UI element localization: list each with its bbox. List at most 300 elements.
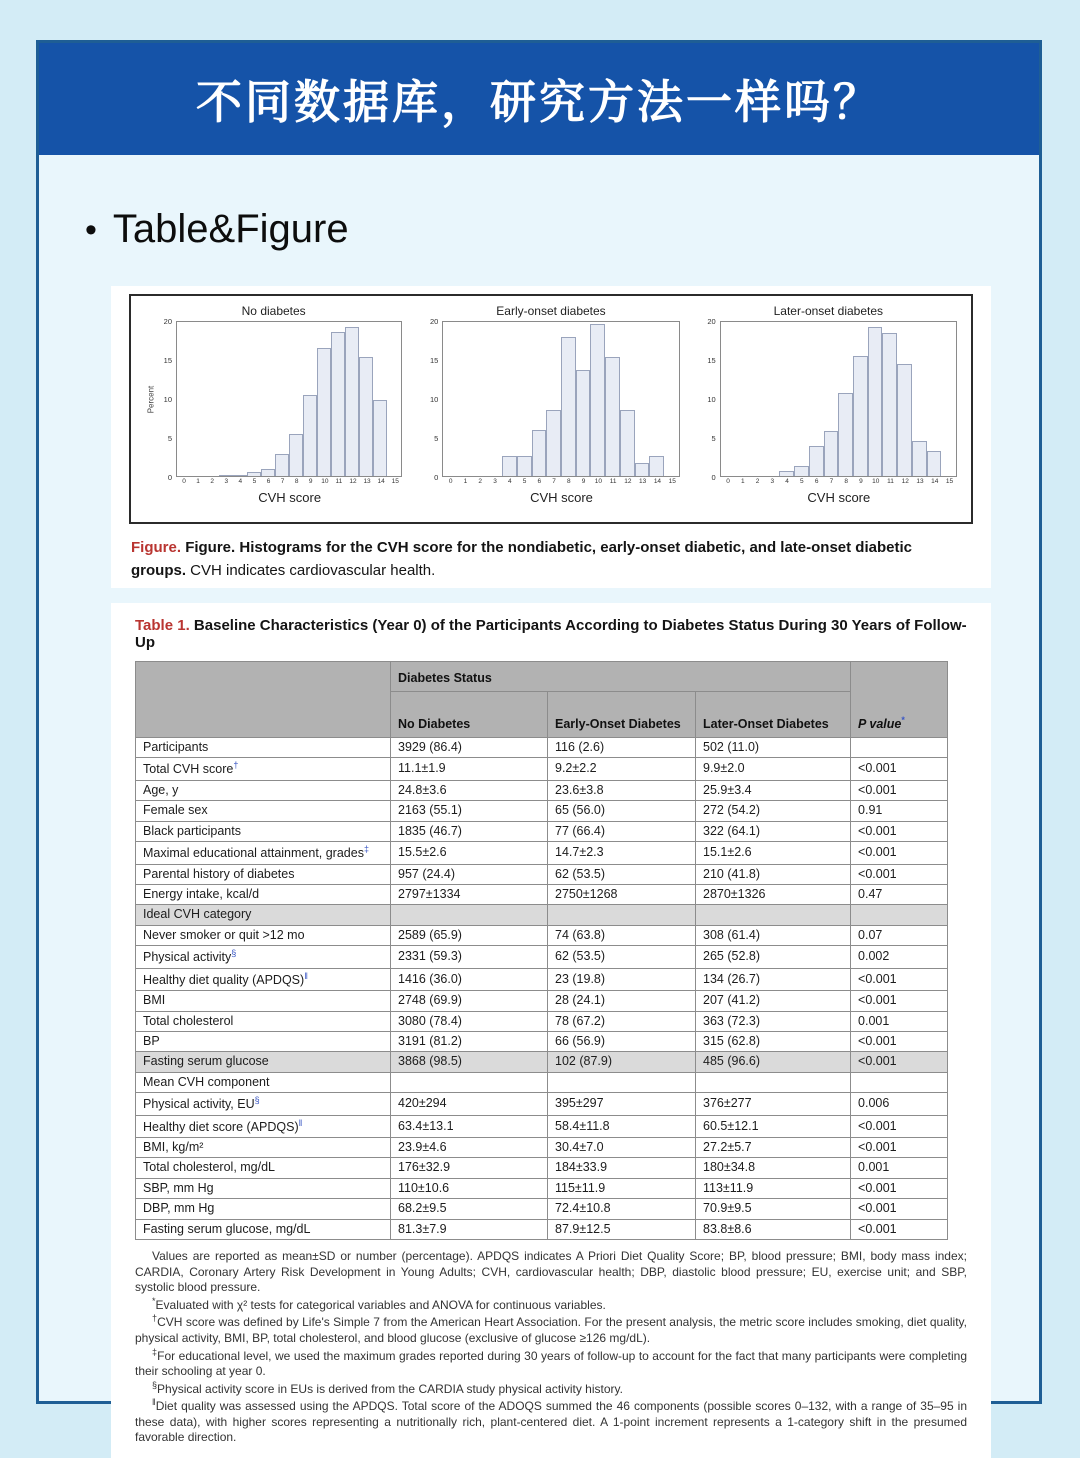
histogram-bar (605, 357, 620, 476)
cell-pvalue: 0.91 (851, 801, 948, 821)
cell-value: 134 (26.7) (696, 968, 851, 991)
row-label: Never smoker or quit >12 mo (136, 925, 391, 945)
cell-value: 176±32.9 (391, 1158, 548, 1178)
x-tick-label: 7 (829, 478, 834, 485)
header-empty-cell (136, 662, 391, 738)
x-tick-label: 7 (552, 478, 556, 485)
row-label: Total cholesterol (136, 1011, 391, 1031)
cell-value: 113±11.9 (696, 1178, 851, 1198)
x-tick-label: 8 (294, 478, 299, 485)
histogram-3 (690, 298, 967, 520)
cell-value (696, 1072, 851, 1092)
cell-value: 184±33.9 (548, 1158, 696, 1178)
cell-value: 210 (41.8) (696, 864, 851, 884)
row-label: Parental history of diabetes (136, 864, 391, 884)
row-footnote-mark: § (231, 948, 237, 959)
row-label: BP (136, 1031, 391, 1051)
histogram-bar (219, 475, 233, 476)
histogram-bar (345, 327, 359, 476)
x-tick-label: 4 (785, 478, 789, 485)
table-row (136, 1031, 948, 1051)
histogram-bar (317, 348, 331, 476)
table-row (136, 968, 948, 991)
cell-pvalue: 0.47 (851, 884, 948, 904)
table-row (136, 1219, 948, 1239)
cell-value: 78 (67.2) (548, 1011, 696, 1031)
x-axis-ticks (177, 478, 402, 489)
cell-pvalue: <0.001 (851, 821, 948, 841)
x-tick-label: 14 (931, 478, 939, 485)
histogram-bar (794, 466, 809, 476)
row-label: Female sex (136, 801, 391, 821)
row-label: Mean CVH component (136, 1072, 391, 1092)
histogram-bar (882, 333, 897, 476)
cell-value (548, 1072, 696, 1092)
histogram-bar (912, 441, 927, 476)
y-tick-label: 20 (163, 316, 172, 326)
cell-value: 102 (87.9) (548, 1052, 696, 1072)
cell-value: 363 (72.3) (696, 1011, 851, 1031)
table-row (136, 758, 948, 781)
y-tick-label: 15 (429, 355, 439, 365)
cell-value: 2748 (69.9) (391, 991, 548, 1011)
cell-pvalue: <0.001 (851, 1219, 948, 1239)
row-label: Ideal CVH category (136, 905, 391, 925)
cell-value: 322 (64.1) (696, 821, 851, 841)
x-tick-label: 3 (224, 478, 229, 485)
y-tick-label: 20 (429, 316, 439, 326)
cell-pvalue: <0.001 (851, 1052, 948, 1072)
x-tick-label: 9 (581, 478, 586, 485)
histogram-bar (897, 364, 912, 476)
table-row (136, 780, 948, 800)
table-row (136, 884, 948, 904)
cell-pvalue: <0.001 (851, 864, 948, 884)
cell-pvalue: 0.006 (851, 1093, 948, 1116)
cell-value: 376±277 (696, 1093, 851, 1116)
cell-value: 3191 (81.2) (391, 1031, 548, 1051)
y-tick-label: 5 (711, 433, 716, 443)
figure-caption (131, 537, 971, 582)
table-row (136, 1052, 948, 1072)
x-axis-title: CVH score (807, 490, 871, 505)
x-axis-title: CVH score (258, 490, 322, 505)
cell-value: 395±297 (548, 1093, 696, 1116)
cell-value: 115±11.9 (548, 1178, 696, 1198)
table-row (136, 1199, 948, 1219)
cell-value: 2163 (55.1) (391, 801, 548, 821)
y-axis (422, 316, 442, 482)
x-axis-ticks (443, 478, 679, 489)
footnote: ‡For educational level, we used the maximum grades reported during 30 years of follow-up to account for the fact that many participants were completing their schooling at year 0. (135, 1346, 967, 1379)
cell-value: 9.2±2.2 (548, 758, 696, 781)
x-tick-label: 12 (349, 478, 357, 485)
row-label: Total CVH score† (136, 758, 391, 781)
histogram-bar (373, 400, 387, 476)
histogram-bar (853, 356, 868, 476)
histogram-1 (135, 298, 412, 520)
chart-title: No diabetes (241, 304, 306, 318)
x-tick-label: 13 (916, 478, 924, 485)
row-label: Total cholesterol, mg/dL (136, 1158, 391, 1178)
histogram-bar (561, 337, 576, 476)
cell-value: 24.8±3.6 (391, 780, 548, 800)
cell-value (548, 905, 696, 925)
x-tick-label: 13 (639, 478, 647, 485)
cell-value (391, 905, 548, 925)
y-axis-label (145, 321, 156, 477)
row-label: SBP, mm Hg (136, 1178, 391, 1198)
x-tick-label: 1 (463, 478, 468, 485)
table-row (136, 1158, 948, 1178)
slide (36, 40, 1042, 1445)
cell-value: 14.7±2.3 (548, 842, 696, 865)
cell-value: 502 (11.0) (696, 738, 851, 758)
cell-value: 15.1±2.6 (696, 842, 851, 865)
row-label: Black participants (136, 821, 391, 841)
x-tick-label: 12 (624, 478, 632, 485)
table-row (136, 1093, 948, 1116)
y-tick-label: 15 (163, 355, 172, 365)
x-tick-label: 15 (668, 478, 676, 485)
x-tick-label: 5 (522, 478, 527, 485)
figure-caption-rest: CVH indicates cardiovascular health. (190, 561, 436, 579)
x-tick-label: 0 (182, 478, 186, 485)
header-row-group (136, 662, 948, 692)
footnote: ‖Diet quality was assessed using the APDQS. Total score of the ADOQS summed the 46 components (possible scores 0–132, with a range of 35–95 in these data), with higher scores representing a nutritionally rich, plant-centered diet. A 1-point increment represents a 1-category shift in the presumed favorable direction. (135, 1397, 967, 1445)
page-title: 不同数据库，研究方法一样吗？ (196, 76, 882, 128)
histogram-bar (233, 475, 247, 476)
cell-pvalue (851, 738, 948, 758)
cell-value: 58.4±11.8 (548, 1115, 696, 1138)
header-pvalue (851, 662, 948, 738)
histogram-bar (824, 431, 839, 476)
x-tick-label: 6 (814, 478, 819, 485)
table-row (136, 842, 948, 865)
x-tick-label: 6 (266, 478, 271, 485)
figure-caption-label: Figure. (131, 539, 182, 556)
histogram-bar (649, 456, 664, 476)
x-tick-label: 5 (252, 478, 257, 485)
cell-value: 272 (54.2) (696, 801, 851, 821)
cell-value: 180±34.8 (696, 1158, 851, 1178)
histogram-bar (635, 463, 650, 476)
cell-pvalue: <0.001 (851, 1178, 948, 1198)
baseline-table (135, 661, 948, 1240)
table-section-row (136, 905, 948, 925)
table-row (136, 864, 948, 884)
cell-value: 70.9±9.5 (696, 1199, 851, 1219)
y-tick-label: 0 (711, 472, 716, 482)
cell-value: 3080 (78.4) (391, 1011, 548, 1031)
x-tick-label: 14 (653, 478, 662, 485)
cell-pvalue: 0.001 (851, 1011, 948, 1031)
footnote-marker: † (152, 1313, 158, 1324)
y-tick-label: 0 (434, 472, 439, 482)
cell-value: 110±10.6 (391, 1178, 548, 1198)
section-label: Table&Figure (112, 207, 349, 251)
cell-pvalue: <0.001 (851, 1138, 948, 1158)
cell-value: 485 (96.6) (696, 1052, 851, 1072)
x-tick-label: 0 (448, 478, 453, 485)
x-tick-label: 15 (391, 478, 399, 485)
table-section-row (136, 1072, 948, 1092)
histogram-bar (502, 456, 517, 476)
cell-pvalue: <0.001 (851, 758, 948, 781)
cell-pvalue: <0.001 (851, 780, 948, 800)
table-footnotes (135, 1249, 967, 1446)
cell-value (391, 1072, 548, 1092)
histogram-bar (532, 430, 547, 476)
x-tick-label: 10 (594, 478, 602, 485)
table-row (136, 1011, 948, 1031)
row-footnote-mark: † (233, 760, 239, 771)
cell-value: 3929 (86.4) (391, 738, 548, 758)
cell-value: 11.1±1.9 (391, 758, 548, 781)
figure-caption-bold: Figure. Histograms for the CVH score for the nondiabetic, early-onset diabetic, and late-onset diabetic groups. (131, 539, 912, 579)
row-footnote-mark: ‡ (363, 844, 369, 855)
row-footnote-mark: ‖ (304, 970, 308, 981)
footnote: Values are reported as mean±SD or number (percentage). APDQS indicates A Priori Diet Quality Score; BP, blood pressure; BMI, body mass index; CARDIA, Coronary Artery Risk Development in Young Adults; CVH, cardiovascular health; DBP, diastolic blood pressure; EU, exercise unit; and SBP, systolic blood pressure. (135, 1248, 967, 1295)
x-tick-label: 11 (609, 478, 617, 485)
histogram-2 (412, 298, 689, 520)
row-label: Age, y (136, 780, 391, 800)
row-label: Fasting serum glucose (136, 1052, 391, 1072)
histogram-bar (620, 410, 635, 476)
footnote: §Physical activity score in EUs is derived from the CARDIA study physical activity history. (152, 1379, 623, 1396)
table-row (136, 821, 948, 841)
footnote-marker: * (152, 1295, 156, 1306)
x-tick-label: 10 (321, 478, 329, 485)
histogram-bar (838, 393, 853, 476)
histogram-bar (927, 451, 942, 476)
pvalue-label: P value (858, 717, 902, 731)
y-axis (156, 316, 176, 482)
x-tick-label: 9 (859, 478, 863, 485)
x-tick-label: 9 (308, 478, 313, 485)
row-footnote-mark: § (254, 1095, 260, 1105)
footnote-marker: ‡ (152, 1346, 158, 1357)
cell-value: 2589 (65.9) (391, 925, 548, 945)
x-tick-label: 6 (537, 478, 542, 485)
y-axis-label-text: Percent (146, 385, 156, 413)
table-row (136, 946, 948, 969)
header-col-early-onset: Early-Onset Diabetes (548, 692, 696, 738)
x-tick-label: 11 (887, 478, 894, 485)
cell-pvalue: 0.001 (851, 1158, 948, 1178)
table-row (136, 1115, 948, 1138)
table-row (136, 801, 948, 821)
row-label: Participants (136, 738, 391, 758)
cell-value: 207 (41.2) (696, 991, 851, 1011)
x-tick-label: 7 (280, 478, 285, 485)
bullet-icon: • (85, 210, 97, 249)
histogram-bar (275, 454, 289, 476)
table-row (136, 1178, 948, 1198)
histogram-bar (809, 446, 824, 476)
row-footnote-mark: ‖ (298, 1117, 303, 1128)
histogram-figure (129, 294, 973, 524)
cell-value: 83.8±8.6 (696, 1219, 851, 1239)
cell-value: 116 (2.6) (548, 738, 696, 758)
row-label: Fasting serum glucose, mg/dL (136, 1219, 391, 1239)
y-tick-label: 20 (707, 316, 716, 326)
cell-value: 15.5±2.6 (391, 842, 548, 865)
cell-pvalue: <0.001 (851, 968, 948, 991)
footnote-marker: § (152, 1379, 158, 1390)
cell-value: 77 (66.4) (548, 821, 696, 841)
x-tick-label: 10 (872, 478, 880, 485)
table-title-text: Baseline Characteristics (Year 0) of the Participants According to Diabetes Status During 30 Years of Follow-Up (135, 617, 967, 651)
y-tick-label: 10 (163, 394, 172, 404)
pvalue-footnote-mark: * (901, 714, 905, 725)
y-tick-label: 15 (707, 355, 716, 365)
histogram-bar (779, 471, 794, 476)
y-tick-label: 10 (707, 394, 716, 404)
y-tick-label: 5 (434, 433, 439, 443)
cell-value: 2797±1334 (391, 884, 548, 904)
x-tick-label: 2 (478, 478, 483, 485)
y-tick-label: 5 (167, 433, 172, 443)
x-axis-ticks (721, 478, 957, 489)
x-tick-label: 12 (901, 478, 909, 485)
x-tick-label: 3 (770, 478, 775, 485)
histogram-bar (517, 456, 532, 476)
x-tick-label: 8 (844, 478, 848, 485)
x-axis-title: CVH score (530, 490, 593, 505)
cell-pvalue: <0.001 (851, 1115, 948, 1138)
histogram-bar (590, 324, 605, 476)
cell-value: 66 (56.9) (548, 1031, 696, 1051)
x-tick-label: 13 (363, 478, 371, 485)
cell-value: 1835 (46.7) (391, 821, 548, 841)
x-tick-label: 1 (740, 478, 745, 485)
cell-value (696, 905, 851, 925)
x-tick-label: 2 (755, 478, 760, 485)
cell-pvalue: <0.001 (851, 991, 948, 1011)
histogram-bar (331, 332, 345, 476)
cell-value: 60.5±12.1 (696, 1115, 851, 1138)
x-tick-label: 4 (238, 478, 243, 485)
cell-value: 74 (63.8) (548, 925, 696, 945)
section-bullet (85, 207, 1039, 252)
histogram-bar (261, 469, 275, 476)
x-tick-label: 11 (335, 478, 343, 485)
x-tick-label: 2 (210, 478, 214, 485)
table-panel (111, 603, 991, 1458)
cell-value: 87.9±12.5 (548, 1219, 696, 1239)
table-title-label: Table 1. (135, 617, 190, 634)
cell-value: 62 (53.5) (548, 946, 696, 969)
plot-frame (176, 321, 402, 477)
header-col-later-onset: Later-Onset Diabetes (696, 692, 851, 738)
histogram-bar (289, 434, 303, 476)
cell-pvalue: <0.001 (851, 1031, 948, 1051)
cell-value: 28 (24.1) (548, 991, 696, 1011)
cell-value: 72.4±10.8 (548, 1199, 696, 1219)
row-label: Physical activity§ (136, 946, 391, 969)
table-title (111, 603, 991, 651)
plot-frame (442, 321, 679, 477)
x-tick-label: 3 (493, 478, 497, 485)
row-label: Maximal educational attainment, grades‡ (136, 842, 391, 865)
cell-value: 27.2±5.7 (696, 1138, 851, 1158)
chart-title: Later-onset diabetes (773, 304, 884, 318)
row-label: BMI (136, 991, 391, 1011)
table-row (136, 1138, 948, 1158)
cell-value: 2331 (59.3) (391, 946, 548, 969)
cell-value: 308 (61.4) (696, 925, 851, 945)
row-label: DBP, mm Hg (136, 1199, 391, 1219)
cell-pvalue: 0.002 (851, 946, 948, 969)
table-row (136, 738, 948, 758)
cell-value: 3868 (98.5) (391, 1052, 548, 1072)
footnote-marker: ‖ (152, 1397, 156, 1408)
x-tick-label: 5 (800, 478, 804, 485)
y-tick-label: 0 (167, 472, 172, 482)
cell-pvalue (851, 905, 948, 925)
table-row (136, 925, 948, 945)
row-label: Physical activity, EU§ (136, 1093, 391, 1116)
row-label: Healthy diet quality (APDQS)‖ (136, 968, 391, 991)
x-tick-label: 15 (945, 478, 954, 485)
header-col-no-diabetes: No Diabetes (391, 692, 548, 738)
cell-pvalue: <0.001 (851, 842, 948, 865)
x-tick-label: 0 (726, 478, 730, 485)
cell-value: 30.4±7.0 (548, 1138, 696, 1158)
table-row (136, 991, 948, 1011)
cell-value: 65 (56.0) (548, 801, 696, 821)
histogram-bar (359, 357, 373, 476)
cell-value: 23.6±3.8 (548, 780, 696, 800)
chart-title: Early-onset diabetes (496, 304, 606, 318)
x-tick-label: 1 (196, 478, 200, 485)
cell-pvalue (851, 1072, 948, 1092)
plot-frame (720, 321, 957, 477)
cell-pvalue: 0.07 (851, 925, 948, 945)
cell-value: 420±294 (391, 1093, 548, 1116)
title-banner (39, 43, 1039, 155)
header-group-label: Diabetes Status (391, 662, 851, 692)
y-tick-label: 10 (429, 394, 439, 404)
x-tick-label: 4 (507, 478, 512, 485)
cell-value: 25.9±3.4 (696, 780, 851, 800)
cell-value: 81.3±7.9 (391, 1219, 548, 1239)
cell-pvalue: <0.001 (851, 1199, 948, 1219)
row-label: Energy intake, kcal/d (136, 884, 391, 904)
cell-value: 63.4±13.1 (391, 1115, 548, 1138)
cell-value: 2870±1326 (696, 884, 851, 904)
row-label: Healthy diet score (APDQS)‖ (136, 1115, 391, 1138)
footnote: *Evaluated with χ² tests for categorical variables and ANOVA for continuous variables. (152, 1295, 606, 1312)
x-tick-label: 14 (377, 478, 385, 485)
cell-value: 68.2±9.5 (391, 1199, 548, 1219)
cell-value: 957 (24.4) (391, 864, 548, 884)
y-axis (700, 316, 720, 482)
cell-value: 265 (52.8) (696, 946, 851, 969)
histogram-bar (247, 472, 261, 476)
cell-value: 23 (19.8) (548, 968, 696, 991)
cell-value: 2750±1268 (548, 884, 696, 904)
histogram-bar (546, 410, 561, 476)
figure-panel (111, 286, 991, 588)
histogram-bar (868, 327, 883, 476)
x-tick-label: 8 (567, 478, 571, 485)
cell-value: 23.9±4.6 (391, 1138, 548, 1158)
row-label: BMI, kg/m² (136, 1138, 391, 1158)
cell-value: 62 (53.5) (548, 864, 696, 884)
cell-value: 315 (62.8) (696, 1031, 851, 1051)
